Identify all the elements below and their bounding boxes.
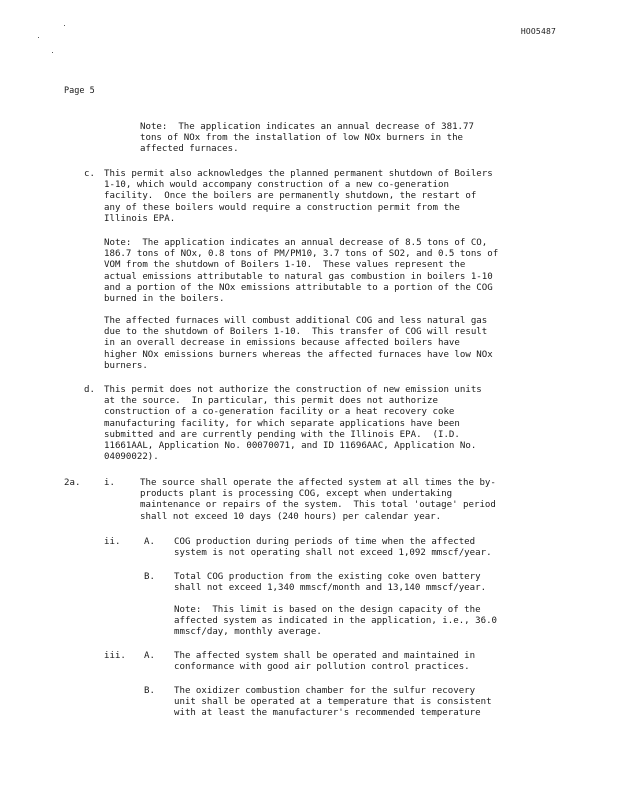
item-ii-a-text bbox=[174, 537, 492, 559]
text-line: construction of a co-generation facility or a heat recovery coke bbox=[104, 407, 455, 418]
scan-speck bbox=[38, 37, 39, 38]
text-line: VOM from the shutdown of Boilers 1-10. These values represent the bbox=[104, 260, 466, 271]
text-line: Illinois EPA. bbox=[104, 213, 176, 224]
scan-speck bbox=[64, 25, 65, 26]
text-line: due to the shutdown of Boilers 1-10. This transfer of COG will result bbox=[104, 327, 488, 338]
text-line: with at least the manufacturer's recommended temperature bbox=[174, 708, 481, 719]
text-line: Total COG production from the existing coke oven battery bbox=[174, 572, 481, 582]
text-line: submitted and are currently pending with the Illinois EPA. (I.D. bbox=[104, 429, 460, 440]
item-ii-b-text bbox=[174, 572, 486, 594]
text-line: manufacturing facility, for which separate applications have been bbox=[104, 418, 460, 429]
text-line: Note: The application indicates an annual decrease of 8.5 tons of CO, bbox=[104, 238, 488, 248]
item-c-note-2 bbox=[104, 316, 493, 372]
text-line: This permit also acknowledges the planned permanent shutdown of Boilers bbox=[104, 169, 493, 179]
item-2a-number: 2a. bbox=[64, 478, 81, 488]
text-line: This permit does not authorize the construction of new emission units bbox=[104, 385, 482, 395]
item-iii-b-text bbox=[174, 686, 492, 720]
item-c-note-1 bbox=[104, 238, 498, 305]
text-line: system is not operating shall not exceed 1,092 mmscf/year. bbox=[174, 548, 492, 559]
text-line: 11661AAL, Application No. 00070071, and ID 11696AAC, Application No. bbox=[104, 441, 477, 452]
text-line: mmscf/day, monthly average. bbox=[174, 627, 322, 638]
text-line: conformance with good air pollution control practices. bbox=[174, 662, 470, 673]
text-line: The affected furnaces will combust additional COG and less natural gas bbox=[104, 316, 488, 326]
text-line: in an overall decrease in emissions because affected boilers have bbox=[104, 338, 460, 349]
text-line: and a portion of the NOx emissions attributable to a portion of the COG bbox=[104, 282, 493, 293]
item-c-label: c. bbox=[84, 169, 95, 179]
text-line: any of these boilers would require a construction permit from the bbox=[104, 202, 460, 213]
item-2a-sub-label: i. bbox=[104, 478, 115, 488]
text-line: The affected system shall be operated and maintained in bbox=[174, 651, 476, 661]
item-d-paragraph bbox=[104, 385, 482, 463]
text-line: at the source. In particular, this permit does not authorize bbox=[104, 396, 438, 407]
item-c-paragraph bbox=[104, 169, 493, 225]
item-iii-a-label: A. bbox=[144, 651, 155, 661]
page-number: Page 5 bbox=[64, 86, 95, 96]
text-line: COG production during periods of time when the affected bbox=[174, 537, 476, 547]
text-line: shall not exceed 1,340 mmscf/month and 13,140 mmscf/year. bbox=[174, 583, 487, 594]
scan-speck bbox=[52, 52, 53, 53]
text-line: shall not exceed 10 days (240 hours) per calendar year. bbox=[140, 511, 442, 522]
text-line: products plant is processing COG, except when undertaking bbox=[140, 489, 453, 500]
text-line: facility. Once the boilers are permanently shutdown, the restart of bbox=[104, 191, 477, 202]
intro-note-line: affected furnaces. bbox=[140, 144, 239, 155]
text-line: The source shall operate the affected system at all times the by- bbox=[140, 478, 496, 488]
item-ii-b-note bbox=[174, 605, 497, 639]
text-line: Note: This limit is based on the design capacity of the bbox=[174, 605, 481, 615]
text-line: maintenance or repairs of the system. This total 'outage' period bbox=[140, 500, 496, 511]
text-line: 04090022). bbox=[104, 452, 159, 463]
text-line: 186.7 tons of NOx, 0.8 tons of PM/PM10, 3.7 tons of SO2, and 0.5 tons of bbox=[104, 249, 499, 260]
text-line: unit shall be operated at a temperature that is consistent bbox=[174, 697, 492, 708]
item-iii-a-text bbox=[174, 651, 475, 673]
intro-note bbox=[140, 122, 474, 156]
intro-note-line: Note: The application indicates an annual decrease of 381.77 bbox=[140, 122, 474, 132]
text-line: affected system as indicated in the application, i.e., 36.0 bbox=[174, 616, 498, 627]
item-ii-number: ii. bbox=[104, 537, 121, 547]
intro-note-line: tons of NOx from the installation of low NOx burners in the bbox=[140, 133, 464, 144]
text-line: actual emissions attributable to natural gas combustion in boilers 1-10 bbox=[104, 271, 493, 282]
text-line: burned in the boilers. bbox=[104, 294, 225, 305]
item-2a-paragraph bbox=[140, 478, 496, 523]
item-iii-number: iii. bbox=[104, 651, 126, 661]
item-ii-a-label: A. bbox=[144, 537, 155, 547]
text-line: burners. bbox=[104, 360, 148, 371]
text-line: higher NOx emissions burners whereas the affected furnaces have low NOx bbox=[104, 349, 493, 360]
text-line: 1-10, which would accompany construction of a new co-generation bbox=[104, 180, 449, 191]
item-ii-b-label: B. bbox=[144, 572, 155, 582]
item-iii-b-label: B. bbox=[144, 686, 155, 696]
document-id: HOO5487 bbox=[520, 27, 556, 36]
item-d-label: d. bbox=[84, 385, 95, 395]
text-line: The oxidizer combustion chamber for the sulfur recovery bbox=[174, 686, 476, 696]
